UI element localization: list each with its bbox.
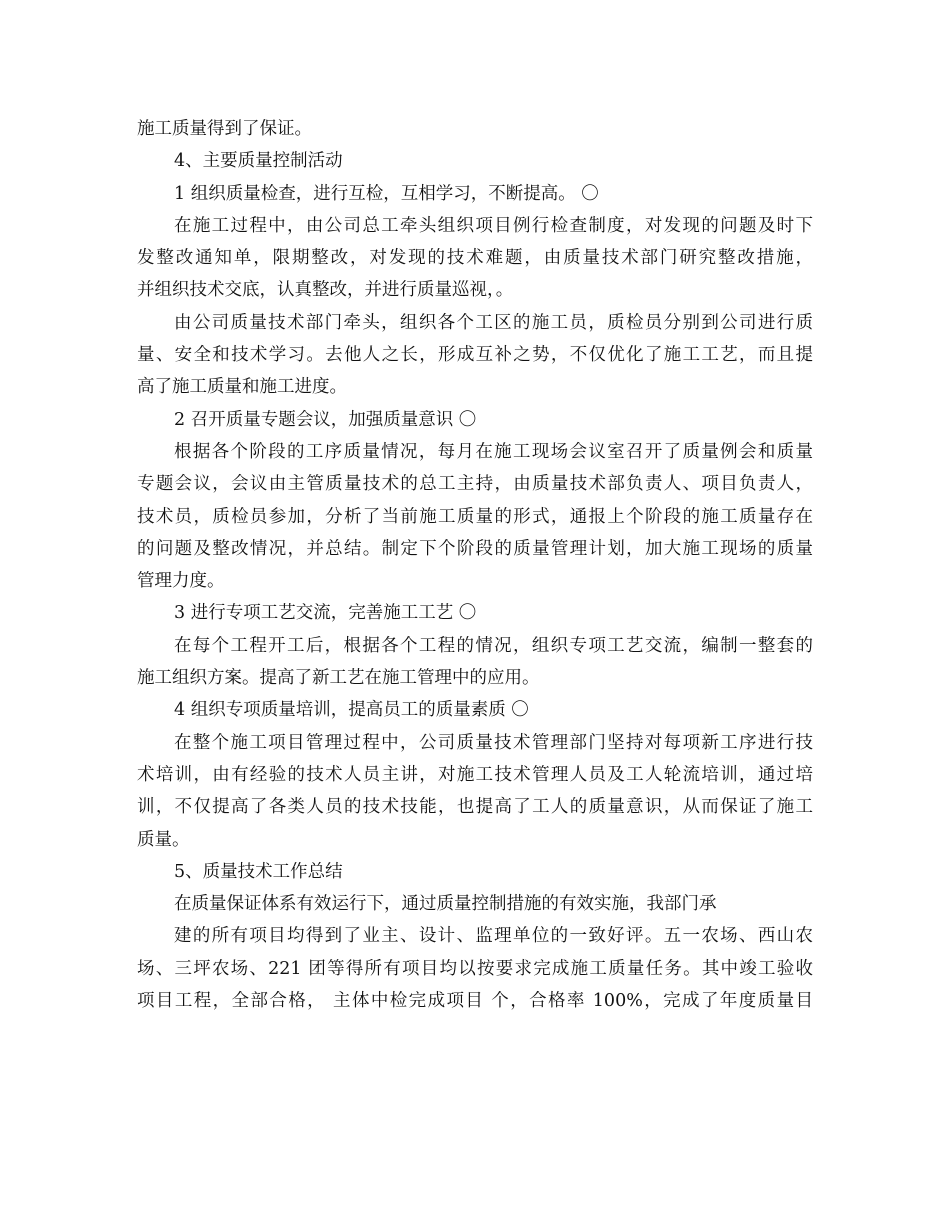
text-line: 在质量保证体系有效运行下，通过质量控制措施的有效实施，我部门承 [174,894,717,915]
text-line: 的问题及整改情况，并总结。制定下个阶段的质量管理计划，加大施工现场的质量 [137,538,813,559]
text-line: 发整改通知单，限期整改，对发现的技术难题，由质量技术部门研究整改措施， [137,248,813,269]
text-line: 施工质量得到了保证。 [137,119,312,139]
text-line: 建的所有项目均得到了业主、设计、监理单位的一致好评。五一农场、西山农 [174,926,813,947]
text-line: 高了施工质量和施工进度。 [137,377,347,398]
text-line: 并组织技术交底，认真整改，并进行质量巡视，。 [137,280,514,301]
text-line: 专题会议，会议由主管质量技术的总工主持，由质量技术部负责人、项目负责人， [137,474,813,495]
text-line: 训，不仅提高了各类人员的技术技能，也提高了工人的质量意识，从而保证了施工 [137,797,813,818]
text-line: 管理力度。 [137,571,225,592]
document-body [137,113,813,1017]
text-line: 5、质量技术工作总结 [174,861,343,882]
text-line: 术培训，由有经验的技术人员主讲，对施工技术管理人员及工人轮流培训，通过培 [137,764,813,785]
text-line: 1 组织质量检查，进行互检，互相学习，不断提高。 〇 [174,183,599,204]
text-line: 技术员，质检员参加，分析了当前施工质量的形式，通报上个阶段的施工质量存在 [137,506,813,527]
text-line: 质量。 [137,829,190,850]
text-line: 量、安全和技术学习。去他人之长，形成互补之势，不仅优化了施工工艺，而且提 [137,345,813,366]
text-line: 3 进行专项工艺交流，完善施工工艺 〇 [174,603,477,624]
text-line: 根据各个阶段的工序质量情况，每月在施工现场会议室召开了质量例会和质量 [174,441,813,462]
text-line: 施工组织方案。提高了新工艺在施工管理中的应用。 [137,668,540,689]
text-line: 在施工过程中，由公司总工牵头组织项目例行检查制度，对发现的问题及时下 [174,215,813,236]
text-line: 在每个工程开工后，根据各个工程的情况，组织专项工艺交流，编制一整套的 [174,635,813,656]
text-line: 4 组织专项质量培训，提高员工的质量素质 〇 [174,700,529,721]
text-line: 在整个施工项目管理过程中，公司质量技术管理部门坚持对每项新工序进行技 [174,732,813,753]
text-line: 项目工程，全部合格， 主体中检完成项目 个，合格率 100%，完成了年度质量目 [137,991,813,1012]
text-line: 由公司质量技术部门牵头，组织各个工区的施工员，质检员分别到公司进行质 [174,312,813,333]
text-line: 2 召开质量专题会议，加强质量意识 〇 [174,409,477,430]
text-line: 场、三坪农场、221 团等得所有项目均以按要求完成施工质量任务。其中竣工验收 [137,958,813,979]
text-line: 4、主要质量控制活动 [174,151,343,172]
